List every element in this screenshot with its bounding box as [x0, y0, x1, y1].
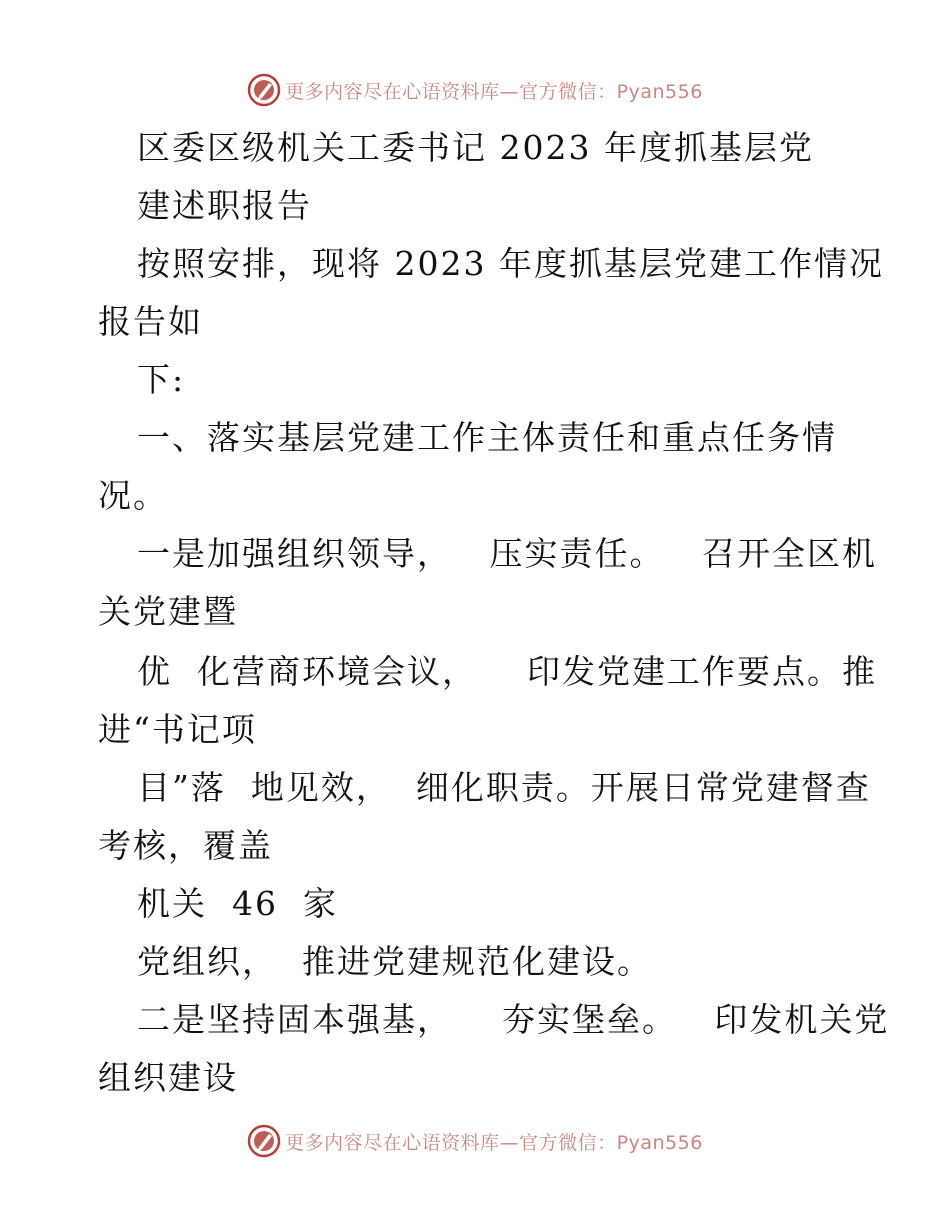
paragraph-line: 党组织， 推进党建规范化建设。 — [137, 942, 652, 981]
header-watermark — [0, 70, 950, 110]
paragraph-line: 下: — [137, 360, 186, 399]
paragraph-line: 一是加强组织领导， 压实责任。 召开全区机 — [137, 534, 877, 573]
paragraph-line: 考核，覆盖 — [98, 826, 273, 865]
paragraph-line: 二是坚持固本强基， 夯实堡垒。 印发机关党 — [137, 1000, 890, 1039]
paragraph-line: 优 化营商环境会议， 印发党建工作要点。推 — [137, 652, 877, 691]
pen-seal-logo-icon — [247, 73, 281, 107]
watermark-text: 更多内容尽在心语资料库—官方微信：Pyan556 — [285, 1131, 703, 1154]
paragraph-line: 目”落 地见效， 细化职责。开展日常党建督查 — [137, 768, 871, 807]
section-heading: 一、落实基层党建工作主体责任和重点任务情 — [137, 418, 837, 457]
paragraph-line: 按照安排，现将 2023 年度抓基层党建工作情况 — [137, 244, 884, 283]
paragraph-line: 关党建暨 — [98, 592, 238, 631]
doc-title-line-2: 建述职报告 — [137, 186, 312, 225]
paragraph-line: 组织建设 — [98, 1058, 238, 1097]
doc-title-line-1: 区委区级机关工委书记 2023 年度抓基层党 — [137, 128, 814, 167]
watermark-text: 更多内容尽在心语资料库—官方微信：Pyan556 — [285, 80, 703, 103]
paragraph-line: 机关 46 家 — [137, 884, 338, 923]
footer-watermark — [0, 1121, 950, 1161]
section-heading-continued: 况。 — [98, 476, 168, 515]
paragraph-line: 进“书记项 — [98, 710, 257, 749]
paragraph-line: 报告如 — [98, 302, 203, 341]
pen-seal-logo-icon — [247, 1124, 281, 1158]
